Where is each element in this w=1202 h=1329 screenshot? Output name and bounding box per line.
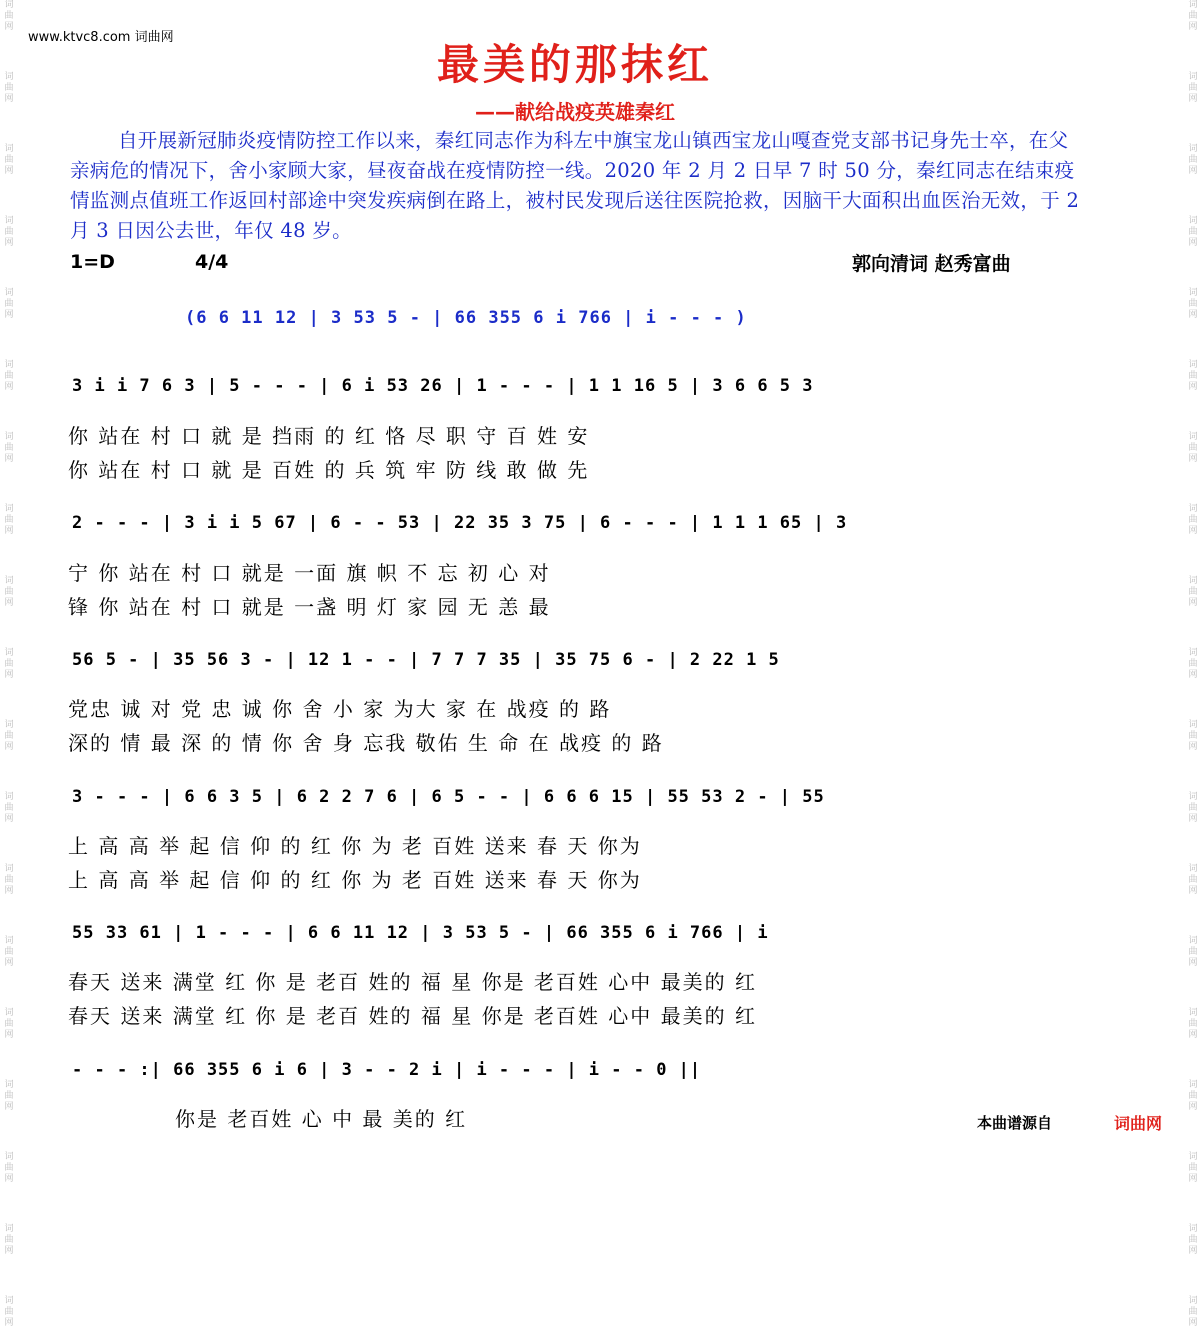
watermark-mark: 词 曲 网 — [1188, 432, 1198, 464]
key-signature: 1=D — [70, 251, 115, 273]
system-2-notation: 2 - - - | 3 i i 5 67 | 6 - - 53 | 22 35 3 75 | 6 - - - | 1 1 1 65 | 3 — [72, 513, 848, 533]
watermark-mark: 词 曲 网 — [4, 936, 14, 968]
watermark-mark: 词 曲 网 — [1188, 504, 1198, 536]
system-4-lyrics-verse-2: 上 高 高 举 起 信 仰 的 红 你 为 老 百姓 送来 春 天 你为 — [68, 868, 642, 892]
system-2-lyrics-verse-2: 锋 你 站在 村 口 就是 一盏 明 灯 家 园 无 恙 最 — [68, 595, 551, 619]
system-6-notation: - - - :| 66 355 6 i 6 | 3 - - 2 i | i - - - | i - - 0 || — [72, 1060, 702, 1080]
watermark-mark: 词 曲 网 — [4, 1224, 14, 1256]
song-subtitle: ——献给战疫英雄秦红 — [475, 100, 675, 124]
watermark-mark: 词 曲 网 — [4, 1008, 14, 1040]
watermark-mark: 词 曲 网 — [4, 144, 14, 176]
watermark-mark: 词 曲 网 — [4, 216, 14, 248]
watermark-mark: 词 曲 网 — [4, 1152, 14, 1184]
system-1-lyrics-verse-2: 你 站在 村 口 就 是 百姓 的 兵 筑 牢 防 线 敢 做 先 — [68, 458, 590, 482]
watermark-mark: 词 曲 网 — [1188, 648, 1198, 680]
system-4-lyrics-verse-1: 上 高 高 举 起 信 仰 的 红 你 为 老 百姓 送来 春 天 你为 — [68, 834, 642, 858]
source-note: 本曲谱源自 — [976, 1114, 1052, 1132]
watermark-mark: 词 曲 网 — [1188, 0, 1198, 32]
watermark-mark: 词 曲 网 — [4, 864, 14, 896]
system-3-notation: 56 5 - | 35 56 3 - | 12 1 - - | 7 7 7 35 | 35 75 6 - | 2 22 1 5 — [72, 650, 780, 670]
watermark-mark: 词 曲 网 — [4, 432, 14, 464]
intro-notation: (6 6 11 12 | 3 53 5 - | 66 355 6 i 766 | i - - - ) — [185, 308, 747, 328]
watermark-mark: 词 曲 网 — [4, 288, 14, 320]
watermark-mark: 词 曲 网 — [1188, 216, 1198, 248]
site-logo[interactable]: 词曲网 — [1113, 1114, 1162, 1133]
watermark-mark: 词 曲 网 — [1188, 1224, 1198, 1256]
watermark-mark: 词 曲 网 — [1188, 288, 1198, 320]
credits: 郭向清词 赵秀富曲 — [852, 253, 1011, 275]
watermark-mark: 词 曲 网 — [1188, 72, 1198, 104]
watermark-mark: 词 曲 网 — [4, 792, 14, 824]
watermark-mark: 词 曲 网 — [4, 720, 14, 752]
system-5-lyrics-verse-1: 春天 送来 满堂 红 你 是 老百 姓的 福 星 你是 老百姓 心中 最美的 红 — [68, 970, 758, 994]
site-url[interactable]: www.ktvc8.com 词曲网 — [28, 30, 174, 45]
watermark-mark: 词 曲 网 — [1188, 864, 1198, 896]
watermark-mark: 词 曲 网 — [4, 648, 14, 680]
system-5-lyrics-verse-2: 春天 送来 满堂 红 你 是 老百 姓的 福 星 你是 老百姓 心中 最美的 红 — [68, 1004, 758, 1028]
watermark-mark: 词 曲 网 — [1188, 1008, 1198, 1040]
system-6-lyrics: 你是 老百姓 心 中 最 美的 红 — [175, 1107, 468, 1131]
watermark-mark: 词 曲 网 — [1188, 1296, 1198, 1328]
system-2-lyrics-verse-1: 宁 你 站在 村 口 就是 一面 旗 帜 不 忘 初 心 对 — [68, 561, 551, 585]
time-signature: 4/4 — [195, 251, 229, 273]
intro-paragraph: 自开展新冠肺炎疫情防控工作以来，秦红同志作为科左中旗宝龙山镇西宝龙山嘎查党支部书记身先士卒，在父亲病危的情况下，舍小家顾大家，昼夜奋战在疫情防控一线。2020 年 2 月 2 日早 7 时 50 分，秦红同志在结束疫情监测点值班工作返回村部途中突发疾病倒在路上，被村民发现后送往医院抢救，因脑干大面积出血医治无效，于 2 月 3 日因公去世，年仅 48 岁。 — [70, 129, 1080, 242]
watermark-mark: 词 曲 网 — [1188, 720, 1198, 752]
watermark-mark: 词 曲 网 — [4, 360, 14, 392]
watermark-mark: 词 曲 网 — [1188, 1152, 1198, 1184]
watermark-right — [1186, 0, 1200, 1328]
system-1-notation: 3 i i 7 6 3 | 5 - - - | 6 i 53 26 | 1 - - - | 1 1 16 5 | 3 6 6 5 3 — [72, 376, 814, 396]
watermark-mark: 词 曲 网 — [4, 1296, 14, 1328]
system-4-notation: 3 - - - | 6 6 3 5 | 6 2 2 7 6 | 6 5 - - | 6 6 6 15 | 55 53 2 - | 55 — [72, 787, 825, 807]
watermark-mark: 词 曲 网 — [1188, 144, 1198, 176]
watermark-mark: 词 曲 网 — [1188, 360, 1198, 392]
watermark-mark: 词 曲 网 — [4, 72, 14, 104]
watermark-mark: 词 曲 网 — [4, 0, 14, 32]
watermark-mark: 词 曲 网 — [1188, 576, 1198, 608]
watermark-left — [2, 0, 16, 1328]
watermark-mark: 词 曲 网 — [1188, 1080, 1198, 1112]
system-1-lyrics-verse-1: 你 站在 村 口 就 是 挡雨 的 红 恪 尽 职 守 百 姓 安 — [68, 424, 590, 448]
watermark-mark: 词 曲 网 — [1188, 936, 1198, 968]
watermark-mark: 词 曲 网 — [4, 1080, 14, 1112]
system-3-lyrics-verse-2: 深的 情 最 深 的 情 你 舍 身 忘我 敬佑 生 命 在 战疫 的 路 — [68, 731, 664, 755]
system-5-notation: 55 33 61 | 1 - - - | 6 6 11 12 | 3 53 5 - | 66 355 6 i 766 | i — [72, 923, 769, 943]
system-3-lyrics-verse-1: 党忠 诚 对 党 忠 诚 你 舍 小 家 为大 家 在 战疫 的 路 — [68, 697, 612, 721]
song-title: 最美的那抹红 — [436, 40, 713, 89]
watermark-mark: 词 曲 网 — [1188, 792, 1198, 824]
watermark-mark: 词 曲 网 — [4, 576, 14, 608]
watermark-mark: 词 曲 网 — [4, 504, 14, 536]
